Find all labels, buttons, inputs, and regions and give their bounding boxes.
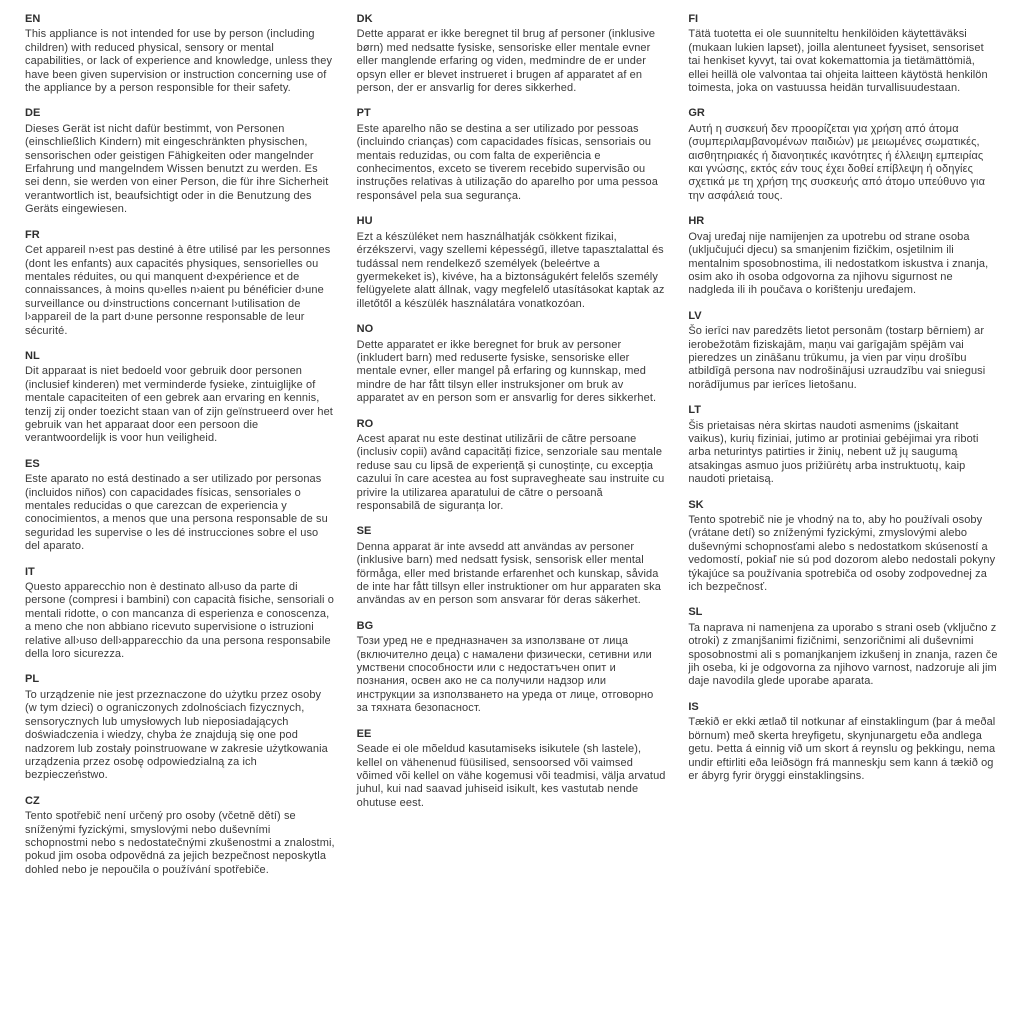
lang-section-fi	[688, 13, 998, 95]
language-code: BG	[356, 619, 374, 632]
language-text: Dette apparat er ikke beregnet til brug af personer (inklusive børn) med nedsatte fysiske, sensoriske eller mentale evner eller manglende erfaring og viden, medmindre de er under opsyn eller er blevet instrueret i brugen af apparatet af en person, der er ansvarlig for deres sikkerhed.	[356, 28, 656, 95]
language-text: Този уред не е предназначен за използване от лица (включително деца) с намалени физически, сетивни или умствени способности или с недостатъчен опит и познания, освен ако не са получили надзор или инструкции за използването на уреда от лице, отговорно за тяхната безопасност.	[356, 635, 654, 715]
lang-section-pl	[25, 673, 335, 782]
language-text: Ta naprava ni namenjena za uporabo s strani oseb (vključno z otroki) z zmanjšanimi fizičnimi, senzoričnimi ali duševnimi sposobnostmi ali s pomanjkanjem izkušenj in znanja, razen če jih oseba, ki je odgovorna za njihovo varnost, nadzoruje ali jim daje navodila glede uporabe aparata.	[688, 621, 998, 688]
lang-section-de	[25, 107, 335, 216]
language-code: SL	[688, 606, 703, 619]
language-text: Seade ei ole mõeldud kasutamiseks isikutele (sh lastele), kellel on vähenenud füüsilised, sensoorsed või vaimsed võimed või kellel on vähe kogemusi või teadmisi, välja arvatud juhul, kui nad saavad juhiseid isikult, kes vastutab nende ohutuse eest.	[356, 743, 666, 809]
language-text: Tätä tuotetta ei ole suunniteltu henkilöiden käytettäväksi (mukaan lukien lapset), joilla alentuneet fyysiset, sensoriset tai henkiset kyvyt, tai ovat kokemattomia ja tietämättömiä, ellei heillä ole valvontaa tai ohjeita laitteen käytöstä henkilön toimesta, joka on vastuussa heidän turvallisuudestaan.	[688, 28, 988, 95]
lang-section-sk	[688, 499, 998, 595]
language-code: SK	[688, 498, 704, 511]
language-code: FR	[25, 228, 40, 241]
language-code: NL	[25, 349, 40, 362]
language-code: EN	[25, 13, 41, 25]
language-code: IS	[688, 700, 699, 713]
lang-section-dk	[357, 13, 667, 95]
language-code: SE	[356, 525, 372, 538]
language-code: DK	[356, 13, 373, 25]
language-code: NO	[356, 323, 374, 336]
lang-section-lt	[688, 404, 998, 486]
lang-section-no	[357, 323, 667, 405]
lang-section-fr	[25, 229, 335, 338]
language-text: Ovaj uređaj nije namijenjen za upotrebu od strane osoba (uključujući djecu) sa smanjenim fizičkim, osjetilnim ili mentalnim sposobnostima, ili nedostatkom iskustva i znanja, osim ako ih osoba odgovorna za njihovu sigurnost ne nadgleda ili ih poučava o korištenju uređajem.	[688, 230, 989, 297]
language-code: LT	[688, 404, 701, 417]
column-1	[25, 13, 335, 1024]
lang-section-lv	[688, 310, 998, 392]
lang-section-sl	[688, 606, 998, 688]
lang-section-is	[688, 701, 998, 783]
language-code: HR	[688, 215, 705, 228]
language-code: PT	[356, 107, 371, 120]
lang-section-nl	[25, 350, 335, 446]
language-text: Questo apparecchio non è destinato all›uso da parte di persone (compresi i bambini) con capacità fisiche, sensoriali o mentali ridotte, o con mancanza di esperienza e conoscenza, a meno che non abbiano ricevuto supervisione o istruzioni relative all›uso dell›apparecchio da una persona responsabile della loro sicurezza.	[25, 581, 334, 661]
lang-section-ee	[357, 728, 667, 810]
language-text: Cet appareil n›est pas destiné à être utilisé par les personnes (dont les enfants) aux capacités physiques, sensorielles ou mentales réduites, ou qui manquent d›expérience et de connaissances, à moins qu›elles n›aient pu bénéficier d›une surveillance ou d›instructions concernant l›utilisation de l›appareil de la part d›une personne responsable de leur sécurité.	[25, 244, 331, 337]
lang-section-gr	[688, 107, 998, 203]
language-code: IT	[25, 565, 35, 578]
language-code: HU	[356, 215, 373, 228]
language-text: To urządzenie nie jest przeznaczone do użytku przez osoby (w tym dzieci) o ograniczonych zdolnościach fizycznych, sensorycznych lub umysłowych lub nieposiadających doświadczenia i wiedzy, chyba że znajdują się one pod nadzorem lub zostały poinstruowane w zakresie użytkowania urządzenia przez osobę odpowiedzialną za ich bezpieczeństwo.	[25, 688, 328, 782]
language-code: PL	[25, 673, 40, 686]
language-code: DE	[25, 107, 41, 120]
lang-section-se	[357, 525, 667, 607]
language-text: Dit apparaat is niet bedoeld voor gebruik door personen (inclusief kinderen) met verminderde fysieke, zintuiglijke of mentale capaciteiten of een gebrek aan ervaring en kennis, tenzij zij onder toezicht staan van of zijn geïnstrueerd over het gebruik van het apparaat door een persoon die verantwoordelijk is voor hun veiligheid.	[25, 365, 333, 445]
lang-section-cz	[25, 795, 335, 877]
language-text: Šo ierīci nav paredzēts lietot personām (tostarp bērniem) ar ierobežotām fiziskajām, maņu vai garīgajām spējām vai pieredzes un zināšanu trūkumu, ja vien par viņu drošību atbildīgā persona nav nodrošinājusi uzraudzību vai sniegusi norādījumus par ierīces lietošanu.	[688, 325, 986, 391]
language-text: Este aparato no está destinado a ser utilizado por personas (incluidos niños) con capacidades físicas, sensoriales o mentales reducidas o que carezcan de experiencia y conocimientos, a menos que una persona responsable de su seguridad les supervise o les dé instrucciones sobre el uso del aparato.	[25, 473, 328, 553]
language-text: Dette apparatet er ikke beregnet for bruk av personer (inkludert barn) med reduserte fysiske, sensoriske eller mentale evner, eller mangel på erfaring og kunnskap, med mindre de har fått tilsyn eller instruksjoner om bruk av apparatet av en person som er ansvarlig for deres sikkerhet.	[356, 338, 657, 405]
lang-section-en	[25, 13, 335, 95]
language-text: Ezt a készüléket nem használhatják csökkent fizikai, érzékszervi, vagy szellemi képességű, illetve tapasztalattal és tudással nem rendelkező személyek (beleértve a gyermekeket is), kivéve, ha a biztonságukért felelős személy felügyelete alatt állnak, vagy megfelelő utasításokat kaptak az illetőtől a készülék használatára vonatkozóan.	[356, 230, 665, 310]
language-code: EE	[356, 727, 372, 740]
column-3	[688, 13, 998, 1024]
lang-section-bg	[357, 620, 667, 716]
language-text: Dieses Gerät ist nicht dafür bestimmt, von Personen (einschließlich Kindern) mit eingeschränkten physischen, sensorischen oder geistigen Fähigkeiten oder mangelnder Erfahrung und mangelndem Wissen benutzt zu werden. Es sei denn, sie werden von einer Person, die für ihre Sicherheit verantwortlich ist, beaufsichtigt oder in die Benutzung des Geräts eingewiesen.	[25, 122, 329, 216]
lang-section-es	[25, 458, 335, 554]
language-code: CZ	[25, 794, 40, 807]
lang-section-it	[25, 566, 335, 662]
language-code: LV	[688, 309, 702, 322]
language-text: Šis prietaisas nėra skirtas naudoti asmenims (įskaitant vaikus), kurių fiziniai, jutimo ar protiniai gebėjimai yra riboti arba neturintys patirties ir žinių, nebent už jų saugumą atsakingas asmuo juos prižiūrėtų arba instruktuotų, kaip naudoti prietaisą.	[688, 419, 979, 486]
language-text: Tento spotřebič není určený pro osoby (včetně dětí) se sníženými fyzickými, smyslovými nebo duševními schopnostmi nebo s nedostatečnými zkušenostmi a znalostmi, pokud jim osoba odpovědná za jejich bezpečnost neposkytla dohled nebo je nepoučila o používání spotřebiče.	[25, 810, 335, 876]
lang-section-hu	[357, 215, 667, 311]
language-code: FI	[688, 13, 699, 25]
language-text: Acest aparat nu este destinat utilizării de către persoane (inclusiv copii) având capacități fizice, senzoriale sau mentale reduse sau cu lipsă de experiență și cunoștințe, cu excepția cazului în care acestea au fost supravegheate sau instruite cu privire la utilizarea aparatului de către o persoană responsabilă de siguranța lor.	[356, 432, 665, 512]
language-text: Tento spotrebič nie je vhodný na to, aby ho používali osoby (vrátane detí) so zníženými fyzickými, zmyslovými alebo duševnými schopnosťami alebo s nedostatkom skúseností a vedomostí, pokiaľ nie sú pod dozorom alebo nedostali pokyny týkajúce sa používania spotrebiča od osoby zodpovednej za ich bezpečnosť.	[688, 514, 996, 594]
language-code: ES	[25, 457, 40, 470]
language-text: Tækið er ekki ætlað til notkunar af einstaklingum (þar á meðal börnum) með skerta hreyfigetu, skynjunargetu eða andlega getu. Þetta á einnig við um skort á reynslu og þekkingu, nema undir eftirliti eða leiðsögn frá manneskju sem kann á tækið og er ábyrg fyrir öryggi einstaklingsins.	[688, 716, 996, 782]
language-code: RO	[356, 417, 374, 430]
language-text: This appliance is not intended for use by person (including children) with reduced physical, sensory or mental capabilities, or lack of experience and knowledge, unless they have been given supervision or instruction concerning use of the appliance by a person responsible for their safety.	[25, 28, 333, 95]
lang-section-pt	[357, 107, 667, 203]
lang-section-hr	[688, 215, 998, 297]
language-text: Este aparelho não se destina a ser utilizado por pessoas (incluindo crianças) com capacidades físicas, sensoriais ou mentais reduzidas, ou com falta de experiência e conhecimentos, exceto se tiverem recebido supervisão ou instruções relativas à utilização do aparelho por uma pessoa responsável pela sua segurança.	[356, 122, 658, 202]
column-2	[357, 13, 667, 1024]
language-code: GR	[688, 107, 705, 120]
language-text: Denna apparat är inte avsedd att användas av personer (inklusive barn) med nedsatt fysisk, sensorisk eller mental förmåga, eller med bristande erfarenhet och kunskap, såvida de inte har fått tillsyn eller instruktioner om hur apparaten ska användas av en person som ansvarar för deras säkerhet.	[356, 540, 661, 607]
lang-section-ro	[357, 418, 667, 514]
language-text: Αυτή η συσκευή δεν προορίζεται για χρήση από άτομα (συμπεριλαμβανομένων παιδιών) με μειωμένες σωματικές, αισθητηριακές ή διανοητικές ικανότητες ή έλλειψη εμπειρίας και γνώσης, εκτός εάν τους έχει δοθεί επίβλεψη ή οδηγίες σχετικά με τη χρήση της συσκευής από άτομο υπεύθυνο για την ασφάλειά τους.	[688, 122, 986, 202]
